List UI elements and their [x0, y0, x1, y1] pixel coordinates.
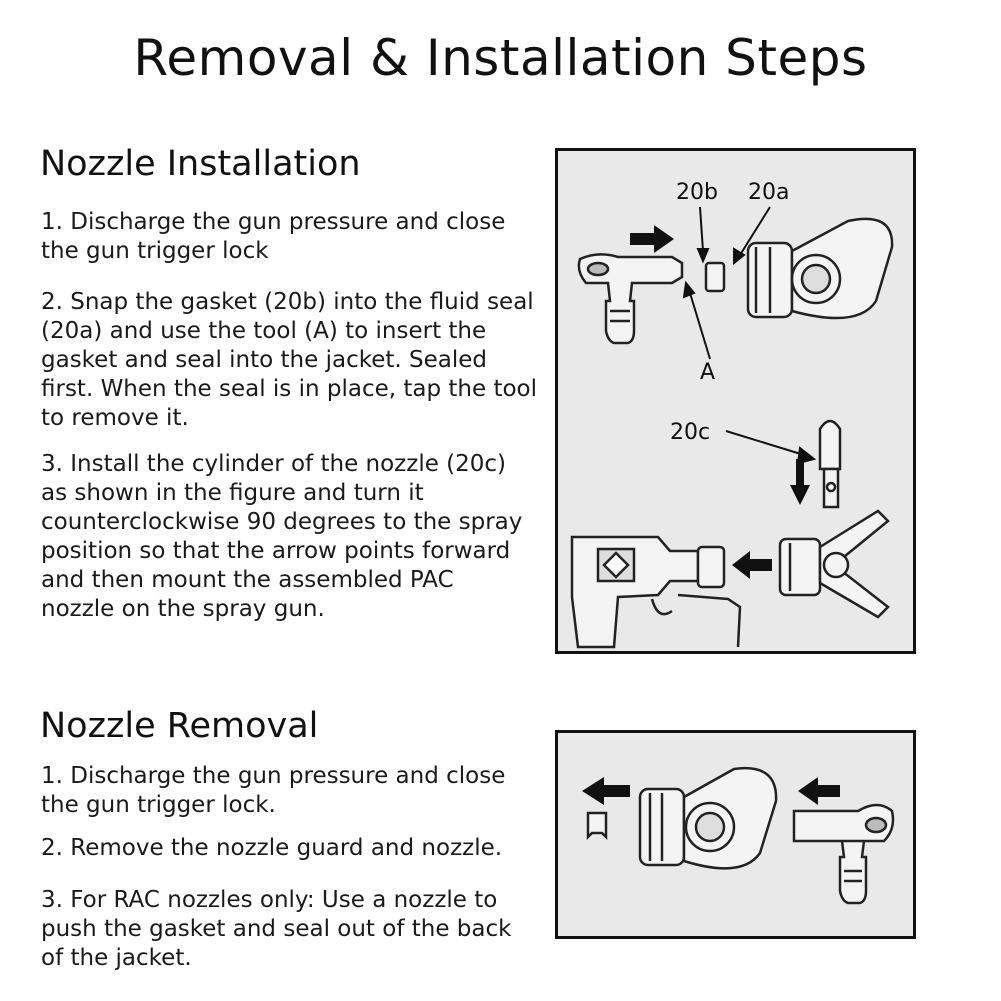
installation-heading: Nozzle Installation — [40, 144, 361, 184]
nozzle-tip-icon — [820, 421, 840, 507]
insert-arrow-icon — [630, 225, 674, 253]
nozzle-guard-icon — [748, 219, 892, 318]
tool-a-icon — [579, 254, 682, 343]
label-20a: 20a — [748, 180, 790, 205]
removal-tool-icon — [794, 805, 893, 903]
installation-step-3: 3. Install the cylinder of the nozzle (20c) as shown in the figure and turn it counterclockwise 90 degrees to the spray position so that the arrow points forward and then mount the assembled PAC nozzle on the spray gun. — [41, 451, 523, 622]
removed-nozzle-guard-icon — [640, 768, 776, 868]
installation-diagram — [555, 148, 916, 654]
label-20c: 20c — [670, 420, 711, 445]
assembled-nozzle-icon — [780, 511, 888, 617]
removed-gasket-icon — [588, 813, 606, 837]
label-a: A — [700, 360, 716, 385]
remove-right-arrow-icon — [798, 777, 840, 805]
down-arrow-icon — [790, 459, 810, 505]
installation-step-2: 2. Snap the gasket (20b) into the fluid seal (20a) and use the tool (A) to insert the gasket and seal into the jacket. Sealed first. When the seal is in place, tap the tool to remove it. — [41, 289, 538, 431]
removal-step-1: 1. Discharge the gun pressure and close the gun trigger lock. — [41, 763, 506, 818]
gasket-icon — [706, 263, 724, 291]
removal-step-3: 3. For RAC nozzles only: Use a nozzle to push the gasket and seal out of the back of the jacket. — [41, 887, 512, 971]
installation-diagram-drawing — [558, 151, 913, 651]
removal-step-2: 2. Remove the nozzle guard and nozzle. — [41, 835, 503, 861]
installation-step-1: 1. Discharge the gun pressure and close the gun trigger lock — [41, 209, 506, 264]
remove-left-arrow-icon — [582, 777, 630, 805]
removal-heading: Nozzle Removal — [40, 706, 319, 746]
spray-gun-icon — [572, 537, 740, 647]
page-title: Removal & Installation Steps — [133, 29, 868, 87]
mount-arrow-icon — [732, 551, 772, 579]
label-20b: 20b — [676, 180, 718, 205]
removal-diagram-drawing — [558, 733, 913, 936]
removal-diagram — [555, 730, 916, 939]
